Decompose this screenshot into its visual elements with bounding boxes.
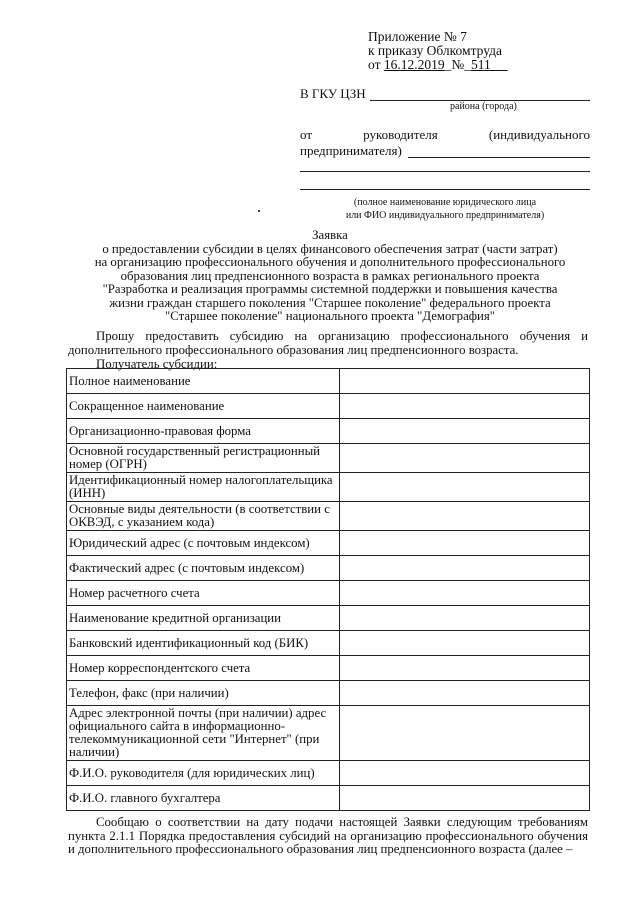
value-cell[interactable]: [340, 531, 590, 556]
value-cell[interactable]: [340, 419, 590, 444]
table-row: Основные виды деятельности (в соответствии с ОКВЭД, с указанием кода): [67, 502, 590, 531]
annex-date-line: от 16.12.2019_№_511: [368, 57, 491, 72]
annex-order-number: 511: [471, 57, 491, 72]
applicant-fill-line-2[interactable]: [300, 171, 590, 172]
scan-speck: [258, 210, 260, 212]
annex-order: к приказу Облкомтруда: [368, 43, 502, 58]
table-row: Банковский идентификационный код (БИК): [67, 631, 590, 656]
applicant-fill-line-3[interactable]: [300, 189, 590, 190]
from-block: от руководителя (индивидуального предпринимателя): [300, 127, 590, 158]
annex-header: [368, 30, 508, 72]
table-row: Организационно-правовая форма: [67, 419, 590, 444]
table-row: Ф.И.О. руководителя (для юридических лиц): [67, 761, 590, 786]
request-paragraph: Прошу предоставить субсидию на организацию профессионального обучения и дополнительного профессионального образования лиц предпенсионного возраста.: [68, 329, 588, 357]
value-cell[interactable]: [340, 473, 590, 502]
value-cell[interactable]: [340, 631, 590, 656]
value-cell[interactable]: [340, 761, 590, 786]
annex-number: Приложение № 7: [368, 29, 467, 44]
value-cell[interactable]: [340, 786, 590, 811]
value-cell[interactable]: [340, 369, 590, 394]
addressee-label: В ГКУ ЦЗН: [300, 86, 366, 101]
value-cell[interactable]: [340, 394, 590, 419]
value-cell[interactable]: [340, 502, 590, 531]
value-cell[interactable]: [340, 706, 590, 761]
value-cell[interactable]: [340, 656, 590, 681]
table-row: Сокращенное наименование: [67, 394, 590, 419]
table-row: Наименование кредитной организации: [67, 606, 590, 631]
table-row: Ф.И.О. главного бухгалтера: [67, 786, 590, 811]
table-row: Полное наименование: [67, 369, 590, 394]
value-cell[interactable]: [340, 606, 590, 631]
value-cell[interactable]: [340, 444, 590, 473]
recipient-table: [66, 368, 590, 811]
table-row: Основной государственный регистрационный номер (ОГРН): [67, 444, 590, 473]
table-row: Телефон, факс (при наличии): [67, 681, 590, 706]
table-row: Номер расчетного счета: [67, 581, 590, 606]
table-row: Номер корреспондентского счета: [67, 656, 590, 681]
closing-paragraph: Сообщаю о соответствии на дату подачи настоящей Заявки следующим требованиям пункта 2.1.1 Порядка предоставления субсидий на организацию профессионального обучения и дополнительного профессионального образования лиц предпенсионного возраста (далее –: [68, 815, 588, 856]
table-row: Юридический адрес (с почтовым индексом): [67, 531, 590, 556]
region-hint: района (города): [450, 101, 517, 112]
application-title: Заявка о предоставлении субсидии в целях финансового обеспечения затрат (части затрат) на организацию профессионального обучения и дополнительного профессионального образования лиц предпенсионного возраста в рамках регионального проекта "Разработка и реализация программы системной поддержки и повышения качества жизни граждан старшего поколения "Старшее поколение" федерального проекта "Старшее поколение" национального проекта "Демография": [40, 229, 620, 324]
table-row: Идентификационный номер налогоплательщика (ИНН): [67, 473, 590, 502]
applicant-hint: (полное наименование юридического лица или ФИО индивидуального предпринимателя): [345, 197, 545, 221]
table-row: Фактический адрес (с почтовым индексом): [67, 556, 590, 581]
table-row: Адрес электронной почты (при наличии) адрес официального сайта в информационно-телекоммуникационной сети "Интернет" (при наличии): [67, 706, 590, 761]
title-heading: Заявка: [312, 228, 348, 242]
applicant-fill-line[interactable]: [408, 157, 590, 158]
value-cell[interactable]: [340, 581, 590, 606]
recipient-label: Получатель субсидии:: [96, 357, 218, 371]
value-cell[interactable]: [340, 556, 590, 581]
value-cell[interactable]: [340, 681, 590, 706]
annex-date: 16.12.2019: [383, 57, 445, 72]
